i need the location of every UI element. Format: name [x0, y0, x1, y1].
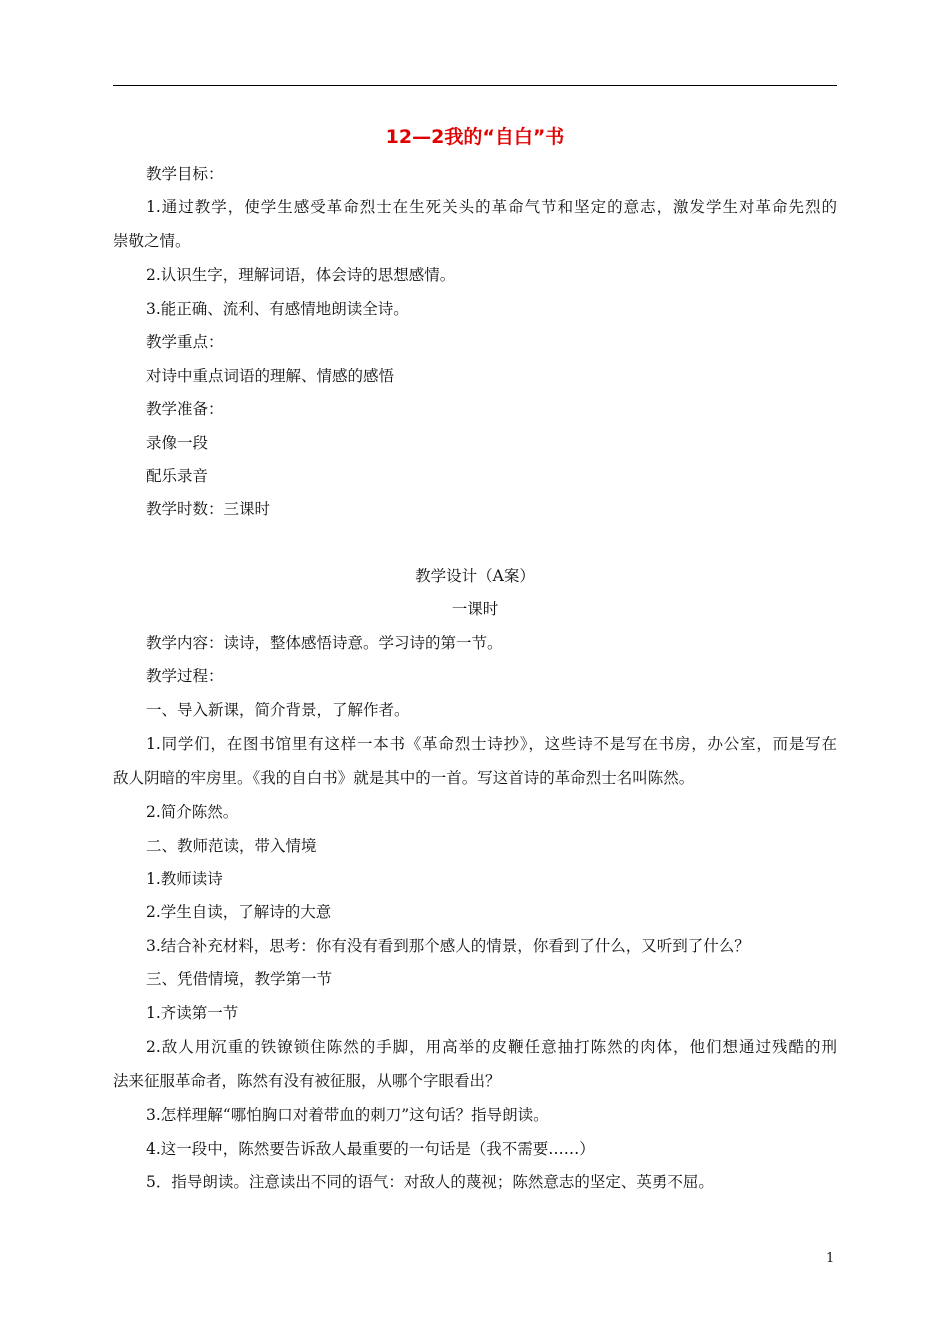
section-2-item-3: 3.结合补充材料，思考：你有没有看到那个感人的情景，你看到了什么，又听到了什么？ — [146, 937, 750, 955]
prep-item-1: 录像一段 — [146, 434, 209, 452]
section-1-heading: 一、导入新课，简介背景，了解作者。 — [146, 701, 410, 719]
focus-text: 对诗中重点词语的理解、情感的感悟 — [146, 367, 395, 385]
objective-3: 3.能正确、流利、有感情地朗读全诗。 — [146, 300, 409, 318]
section-3-heading: 三、凭借情境，教学第一节 — [146, 970, 333, 988]
lesson-heading: 一课时 — [451, 600, 499, 618]
objective-2: 2.认识生字，理解词语，体会诗的思想感情。 — [146, 266, 456, 284]
section-2-item-1: 1.教师读诗 — [146, 870, 223, 888]
document-title: 12—2我的“自白”书 — [385, 126, 565, 148]
prep-heading: 教学准备： — [146, 400, 224, 418]
section-3-item-1: 1.齐读第一节 — [146, 1004, 239, 1022]
section-1-item-1-line-1: 1.同学们，在图书馆里有这样一本书《革命烈士诗抄》，这些诗不是写在书房，办公室，而是写在 — [146, 735, 837, 753]
section-1-item-1-line-2: 敌人阴暗的牢房里。《我的自白书》就是其中的一首。写这首诗的革命烈士名叫陈然。 — [113, 769, 695, 787]
section-1-item-2: 2.简介陈然。 — [146, 803, 239, 821]
section-3-item-5: 5．指导朗读。注意读出不同的语气：对敌人的蔑视；陈然意志的坚定、英勇不屈。 — [146, 1173, 714, 1191]
header-rule — [113, 85, 837, 86]
section-3-item-4: 4.这一段中，陈然要告诉敌人最重要的一句话是（我不需要……） — [146, 1140, 595, 1158]
section-2-heading: 二、教师范读，带入情境 — [146, 837, 317, 855]
section-3-item-2-line-1: 2.敌人用沉重的铁镣锁住陈然的手脚，用高举的皮鞭任意抽打陈然的肉体，他们想通过残酷的刑 — [146, 1038, 837, 1056]
page-number: 1 — [826, 1251, 835, 1266]
objective-1-line-2: 崇敬之情。 — [113, 232, 191, 250]
focus-heading: 教学重点： — [146, 333, 224, 351]
section-2-item-2: 2.学生自读，了解诗的大意 — [146, 903, 332, 921]
objectives-heading: 教学目标： — [146, 165, 224, 183]
teaching-content: 教学内容：读诗，整体感悟诗意。学习诗的第一节。 — [146, 634, 503, 652]
section-3-item-3: 3.怎样理解“哪怕胸口对着带血的刺刀”这句话？指导朗读。 — [146, 1106, 549, 1124]
design-heading: 教学设计（A案） — [415, 567, 535, 585]
section-3-item-2-line-2: 法来征服革命者，陈然有没有被征服，从哪个字眼看出？ — [113, 1072, 501, 1090]
teaching-hours: 教学时数：三课时 — [146, 500, 271, 518]
process-heading: 教学过程： — [146, 667, 224, 685]
prep-item-2: 配乐录音 — [146, 467, 209, 485]
objective-1-line-1: 1.通过教学，使学生感受革命烈士在生死关头的革命气节和坚定的意志，激发学生对革命先烈的 — [146, 198, 837, 216]
